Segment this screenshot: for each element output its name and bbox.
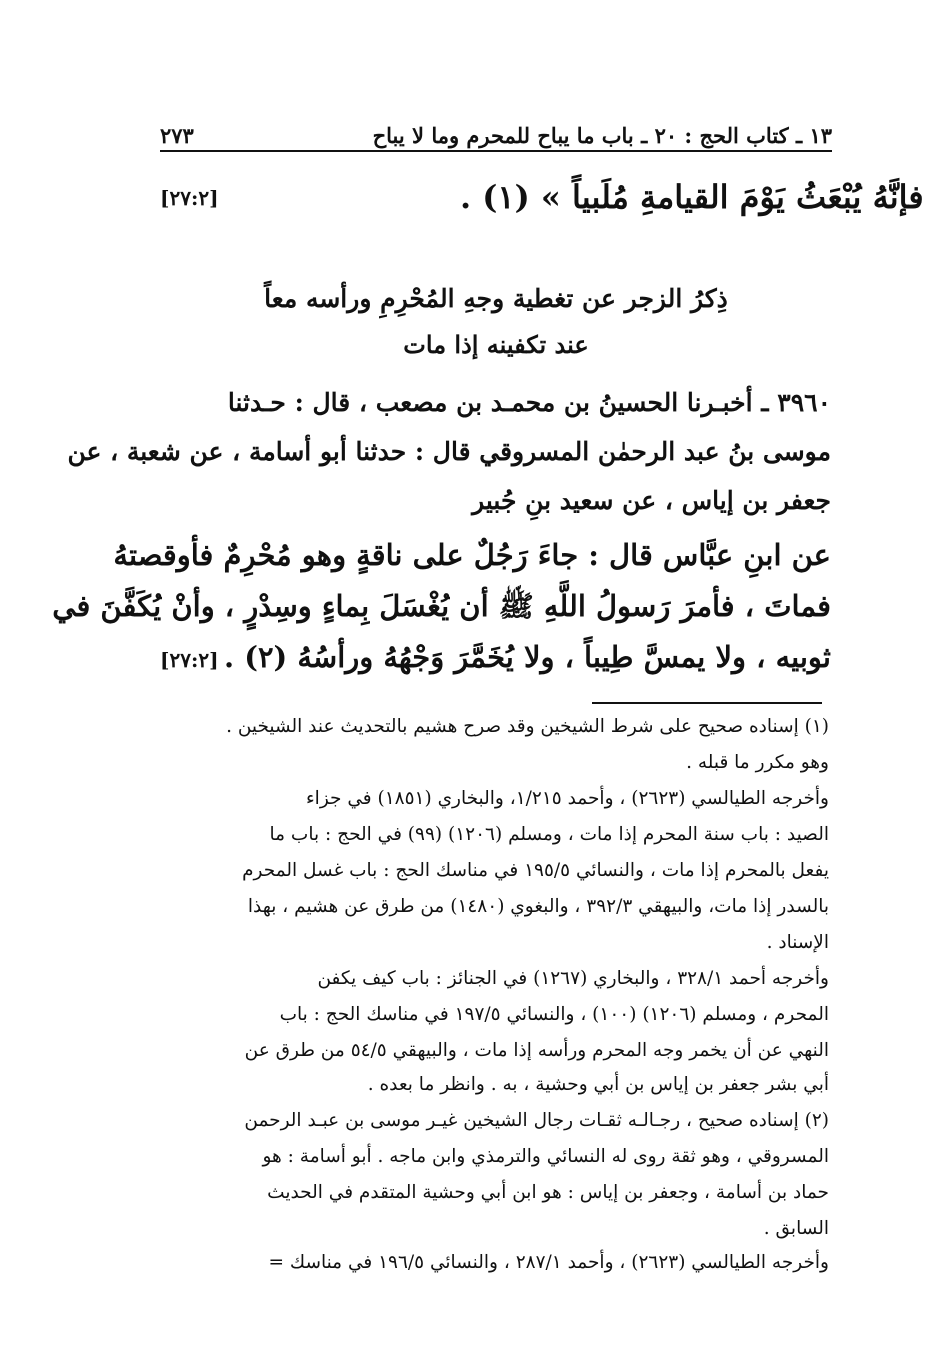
footnote-line: السابق . [763,1218,829,1239]
header-rule [160,150,832,152]
reference-tag: [٢٧:٢] [160,186,219,210]
footnote-line: أبي بشر جعفر بن إياس بن أبي وحشية ، به . وانظر ما بعده . [367,1074,829,1095]
footnote-line: وهو مكرر ما قبله . [686,752,829,773]
section-heading-line-1: ذِكرُ الزجر عن تغطية وجهِ المُحْرِمِ ورأسه معاً [264,284,728,313]
footnote-line: المسروقي ، وهو ثقة روى له النسائي والترمذي وابن ماجه . أبو أسامة : هو [262,1146,829,1167]
section-heading-line-2: عند تكفينه إذا مات [403,330,589,359]
footnote-line: (١) إسناده صحيح على شرط الشيخين وقد صرح هشيم بالتحديث عند الشيخين . [226,716,829,737]
footnote-separator [592,702,822,704]
footnote-line: النهي عن أن يخمر وجه المحرم ورأسه إذا مات ، والبيهقي ٥٤/٥ من طرق عن [244,1040,829,1061]
footnote-line: وأخرجه أحمد ٣٢٨/١ ، والبخاري (١٢٦٧) في الجنائز : باب كيف يكفن [317,968,829,989]
isnad-line: موسى بنُ عبد الرحمٰن المسروقي قال : حدثنا أبو أسامة ، عن شعبة ، عن [67,437,831,466]
matn-line: عن ابنِ عبَّاس قال : جاءَ رَجُلٌ على ناقةٍ وهو مُحْرِمٌ فأوقصتهُ [113,538,831,572]
isnad-line: جعفر بن إياس ، عن سعيد بنِ جُبير [472,486,831,515]
isnad-line: ٣٩٦٠ ـ أخبـرنا الحسينُ بن محمـد بن مصعب ، قال : حـدثنا [227,388,831,417]
footnote-line: بالسدر إذا مات، والبيهقي ٣٩٢/٣ ، والبغوي (١٤٨٠) من طرق عن هشيم ، بهذا [247,896,829,917]
running-header [160,112,832,148]
footnote-line: (٢) إسناده صحيح ، رجـالـه ثقـات رجال الشيخين غيـر موسى بن عبـد الرحمن [244,1110,829,1131]
footnote-line: الإسناد . [766,932,829,953]
previous-hadith-ending: فإنَّهُ يُبْعَثُ يَوْمَ القيامةِ مُلَبياً » (١) . [460,178,924,216]
footnote-line: وأخرجه الطيالسي (٢٦٢٣) ، وأحمد ١/٢١٥، والبخاري (١٨٥١) في جزاء [305,788,829,809]
matn-line: فماتَ ، فأمرَ رَسولُ اللَّهِ ﷺ أن يُغْسَلَ بِماءٍ وسِدْرٍ ، وأنْ يُكَفَّنَ في [52,589,831,623]
matn-line: ثوبيه ، ولا يمسَّ طِيباً ، ولا يُخَمَّرَ وَجْهُهُ ورأسُهُ (٢) . [224,640,831,674]
footnote-line: الصيد : باب سنة المحرم إذا مات ، ومسلم (١٢٠٦) (٩٩) في الحج : باب ما [269,824,829,845]
footnote-line: حماد بن أسامة ، وجعفر بن إياس : هو ابن أبي وحشية المتقدم في الحديث [267,1182,829,1203]
footnote-line: يفعل بالمحرم إذا مات ، والنسائي ١٩٥/٥ في مناسك الحج : باب غسل المحرم [242,860,829,881]
page-number: ٢٧٣ [160,123,194,148]
footnote-line: وأخرجه الطيالسي (٢٦٢٣) ، وأحمد ٢٨٧/١ ، والنسائي ١٩٦/٥ في مناسك = [268,1252,829,1273]
header-title: ١٣ ـ كتاب الحج : ٢٠ ـ باب ما يباح للمحرم وما لا يباح [372,123,832,148]
reference-tag: [٢٧:٢] [160,648,219,672]
footnote-line: المحرم ، ومسلم (١٢٠٦) (١٠٠) ، والنسائي ١٩٧/٥ في مناسك الحج : باب [279,1004,829,1025]
